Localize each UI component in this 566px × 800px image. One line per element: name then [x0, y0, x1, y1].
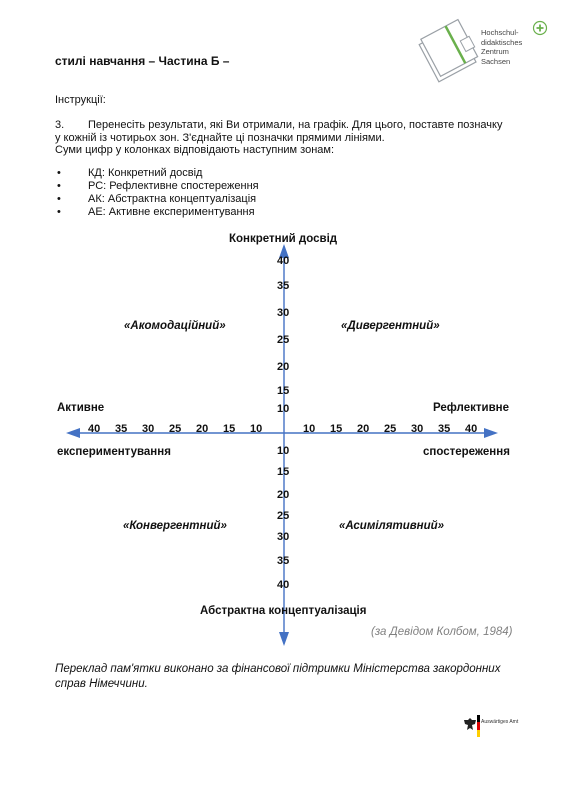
tick-left-20: 20 [196, 423, 209, 435]
source-citation: (за Девідом Колбом, 1984) [371, 626, 513, 638]
tick-up-35: 35 [277, 280, 290, 292]
tick-up-40: 40 [277, 255, 290, 267]
list-item: • АК: Абстрактна концептуалізація [55, 193, 259, 206]
tick-left-30: 30 [142, 423, 155, 435]
quadrant-bottom-left: «Конвергентний» [123, 520, 227, 532]
list-item: • КД: Конкретний досвід [55, 167, 259, 180]
tick-left-25: 25 [169, 423, 182, 435]
quadrant-top-right: «Дивергентний» [341, 320, 440, 332]
axis-label-left-1: Активне [57, 402, 105, 414]
axis-label-left-2: експериментування [57, 446, 171, 458]
flag-stripe-icon [477, 715, 480, 737]
quadrant-bottom-right: «Асимілятивний» [339, 520, 445, 532]
page-title: стилі навчання – Частина Б – [55, 54, 230, 68]
tick-down-15: 15 [277, 466, 290, 478]
tick-down-30: 30 [277, 531, 290, 543]
tick-left-10: 10 [250, 423, 263, 435]
tick-down-10: 10 [277, 445, 290, 457]
tick-right-20: 20 [357, 423, 370, 435]
ministry-label: Auswärtiges Amt [481, 719, 519, 725]
tick-up-10: 10 [277, 403, 290, 415]
tick-up-25: 25 [277, 334, 290, 346]
axis-label-top: Конкретний досвід [229, 233, 338, 245]
eagle-emblem-icon [463, 717, 477, 733]
sums-text: Суми цифр у колонках відповідають наступним зонам: [55, 144, 335, 156]
axis-label-right-1: Рефлективне [433, 402, 509, 414]
tick-left-40: 40 [88, 423, 101, 435]
tick-right-40: 40 [465, 423, 478, 435]
logo-text: Hochschul- didaktisches Zentrum Sachsen [481, 28, 523, 66]
tick-right-15: 15 [330, 423, 343, 435]
list-item: • АЕ: Активне експериментування [55, 206, 259, 219]
step-number: 3. [55, 119, 65, 131]
arrow-right-icon [484, 428, 498, 438]
tick-down-20: 20 [277, 489, 290, 501]
tick-down-35: 35 [277, 555, 290, 567]
axis-label-right-2: спостереження [423, 446, 510, 458]
tick-right-25: 25 [384, 423, 397, 435]
tick-left-15: 15 [223, 423, 236, 435]
tick-right-30: 30 [411, 423, 424, 435]
quadrant-top-left: «Акомодаційний» [124, 320, 226, 332]
tick-left-35: 35 [115, 423, 128, 435]
axis-label-bottom: Абстрактна концептуалізація [200, 605, 367, 617]
tick-up-30: 30 [277, 307, 290, 319]
arrow-down-icon [279, 632, 289, 646]
step-text: Перенесіть результати, які Ви отримали, на графік. Для цього, поставте позначку у кожній із чотирьох зон. З'єднайте ці позначки прямими лініями. [55, 119, 503, 144]
instructions-heading: Інструкції: [55, 94, 106, 106]
footer-note: Переклад пам'ятки виконано за фінансової підтримки Міністерства закордонних справ Німеччини. [55, 663, 501, 690]
list-item: • РС: Рефлективне спостереження [55, 180, 259, 193]
tick-right-35: 35 [438, 423, 451, 435]
tick-up-20: 20 [277, 361, 290, 373]
tick-down-40: 40 [277, 579, 290, 591]
tick-right-10: 10 [303, 423, 316, 435]
arrow-left-icon [66, 428, 80, 438]
tick-down-25: 25 [277, 510, 290, 522]
tick-up-15: 15 [277, 385, 290, 397]
